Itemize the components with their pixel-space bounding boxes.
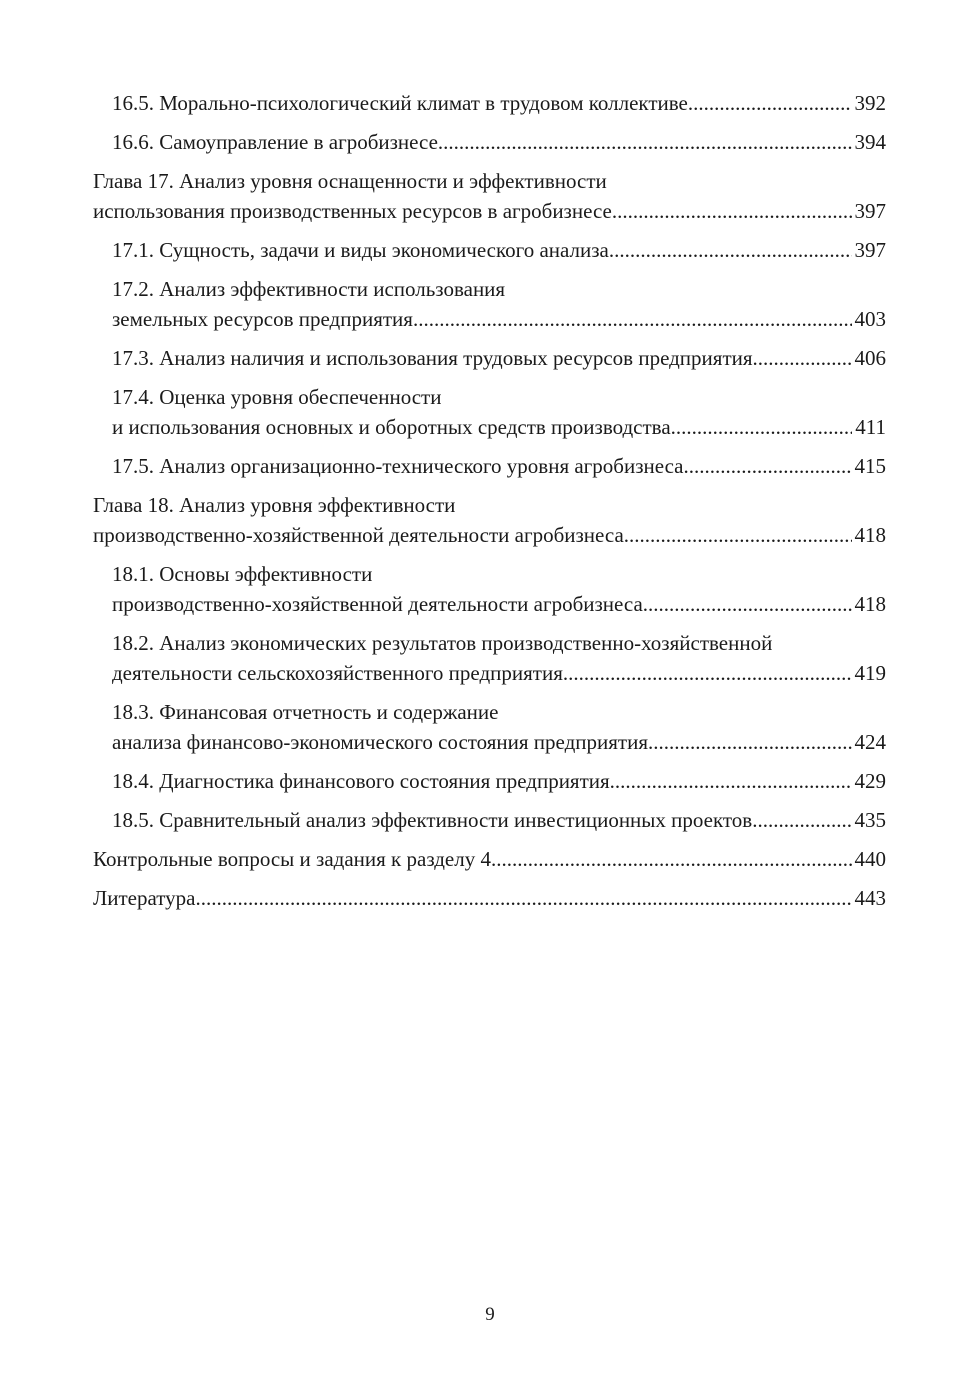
toc-entry-title-line: 17.5. Анализ организационно-технического уровня агробизнеса — [112, 454, 684, 478]
page-number: 9 — [485, 1304, 495, 1325]
dot-leader — [195, 883, 851, 913]
dot-leader — [671, 412, 853, 442]
toc-page-number: 418 — [854, 592, 886, 616]
dot-leader — [491, 844, 852, 874]
toc-page-number: 424 — [854, 730, 886, 754]
dot-leader — [753, 343, 852, 373]
toc-entry-row — [112, 805, 886, 835]
toc-entry-row — [112, 412, 886, 442]
toc-entry-title-line: деятельности сельскохозяйственного предприятия — [112, 661, 563, 685]
toc-entry-row — [112, 451, 886, 481]
dot-leader — [752, 805, 851, 835]
toc-page-number: 435 — [854, 808, 886, 832]
toc-entry-row — [112, 343, 886, 373]
toc-entry-title-line: Литература — [93, 886, 196, 910]
toc-page-number: 429 — [854, 769, 886, 793]
toc-entry-title-line: 18.3. Финансовая отчетность и содержание — [112, 700, 499, 724]
dot-leader — [688, 88, 852, 118]
toc-page-number: 443 — [854, 886, 886, 910]
toc-entry-title-line: 18.2. Анализ экономических результатов производственно-хозяйственной — [112, 631, 773, 655]
toc-entry-row — [112, 589, 886, 619]
toc-page-number: 397 — [854, 199, 886, 223]
toc-entry-title-line: и использования основных и оборотных средств производства — [112, 415, 671, 439]
table-of-contents — [93, 88, 886, 922]
toc-page-number: 411 — [855, 415, 886, 439]
toc-entry-title-line: использования производственных ресурсов в агробизнесе — [93, 199, 612, 223]
dot-leader — [563, 658, 852, 688]
toc-subsection-entry — [93, 382, 886, 442]
toc-entry-title-line: 18.5. Сравнительный анализ эффективности инвестиционных проектов — [112, 808, 753, 832]
toc-subsection-entry — [93, 559, 886, 619]
toc-entry-title-line: 17.4. Оценка уровня обеспеченности — [112, 385, 442, 409]
toc-subsection-entry — [93, 628, 886, 688]
dot-leader — [610, 766, 852, 796]
toc-subsection-entry — [93, 451, 886, 481]
dot-leader — [413, 304, 852, 334]
toc-entry-row — [112, 766, 886, 796]
toc-subsection-entry — [93, 127, 886, 157]
toc-subsection-entry — [93, 805, 886, 835]
toc-entry-row — [93, 520, 886, 550]
toc-subsection-entry — [93, 274, 886, 334]
toc-entry-row — [93, 844, 886, 874]
toc-entry-title-line: Глава 17. Анализ уровня оснащенности и эффективности — [93, 169, 607, 193]
toc-subsection-entry — [93, 766, 886, 796]
toc-subsection-entry — [93, 697, 886, 757]
toc-entry-title-line: Глава 18. Анализ уровня эффективности — [93, 493, 456, 517]
toc-page-number: 440 — [854, 847, 886, 871]
toc-page-number: 397 — [854, 238, 886, 262]
dot-leader — [648, 727, 852, 757]
dot-leader — [684, 451, 852, 481]
toc-entry-row — [112, 127, 886, 157]
toc-entry-title-line: анализа финансово-экономического состояния предприятия — [112, 730, 648, 754]
toc-entry-title-line: Контрольные вопросы и задания к разделу 4 — [93, 847, 491, 871]
toc-entry-title-line: 18.1. Основы эффективности — [112, 562, 373, 586]
toc-entry-row — [112, 727, 886, 757]
toc-entry-row — [112, 658, 886, 688]
toc-page-number: 394 — [854, 130, 886, 154]
toc-entry-title-line: производственно-хозяйственной деятельности агробизнеса — [93, 523, 624, 547]
toc-page-number: 403 — [854, 307, 886, 331]
toc-entry-title-line: 17.1. Сущность, задачи и виды экономического анализа — [112, 238, 609, 262]
dot-leader — [624, 520, 852, 550]
toc-entry-row — [112, 88, 886, 118]
toc-page-number: 415 — [854, 454, 886, 478]
toc-entry-title-line: 17.2. Анализ эффективности использования — [112, 277, 506, 301]
toc-subsection-entry — [93, 88, 886, 118]
toc-chapter-entry — [93, 490, 886, 550]
toc-entry-row — [112, 235, 886, 265]
toc-chapter-entry — [93, 844, 886, 874]
toc-entry-row — [112, 304, 886, 334]
toc-subsection-entry — [93, 343, 886, 373]
toc-entry-title-line: земельных ресурсов предприятия — [112, 307, 413, 331]
toc-page-number: 418 — [854, 523, 886, 547]
toc-entry-title-line: 18.4. Диагностика финансового состояния предприятия — [112, 769, 610, 793]
toc-chapter-entry — [93, 883, 886, 913]
toc-page-number: 392 — [854, 91, 886, 115]
toc-chapter-entry — [93, 166, 886, 226]
dot-leader — [643, 589, 852, 619]
toc-page-number: 406 — [854, 346, 886, 370]
toc-entry-title-line: 16.6. Самоуправление в агробизнесе — [112, 130, 438, 154]
toc-entry-title-line: 16.5. Морально-психологический климат в трудовом коллективе — [112, 91, 688, 115]
dot-leader — [438, 127, 852, 157]
toc-entry-row — [93, 883, 886, 913]
toc-page-number: 419 — [854, 661, 886, 685]
toc-subsection-entry — [93, 235, 886, 265]
toc-entry-row — [93, 196, 886, 226]
toc-entry-title-line: производственно-хозяйственной деятельности агробизнеса — [112, 592, 643, 616]
toc-entry-title-line: 17.3. Анализ наличия и использования трудовых ресурсов предприятия — [112, 346, 753, 370]
dot-leader — [612, 196, 852, 226]
dot-leader — [609, 235, 852, 265]
